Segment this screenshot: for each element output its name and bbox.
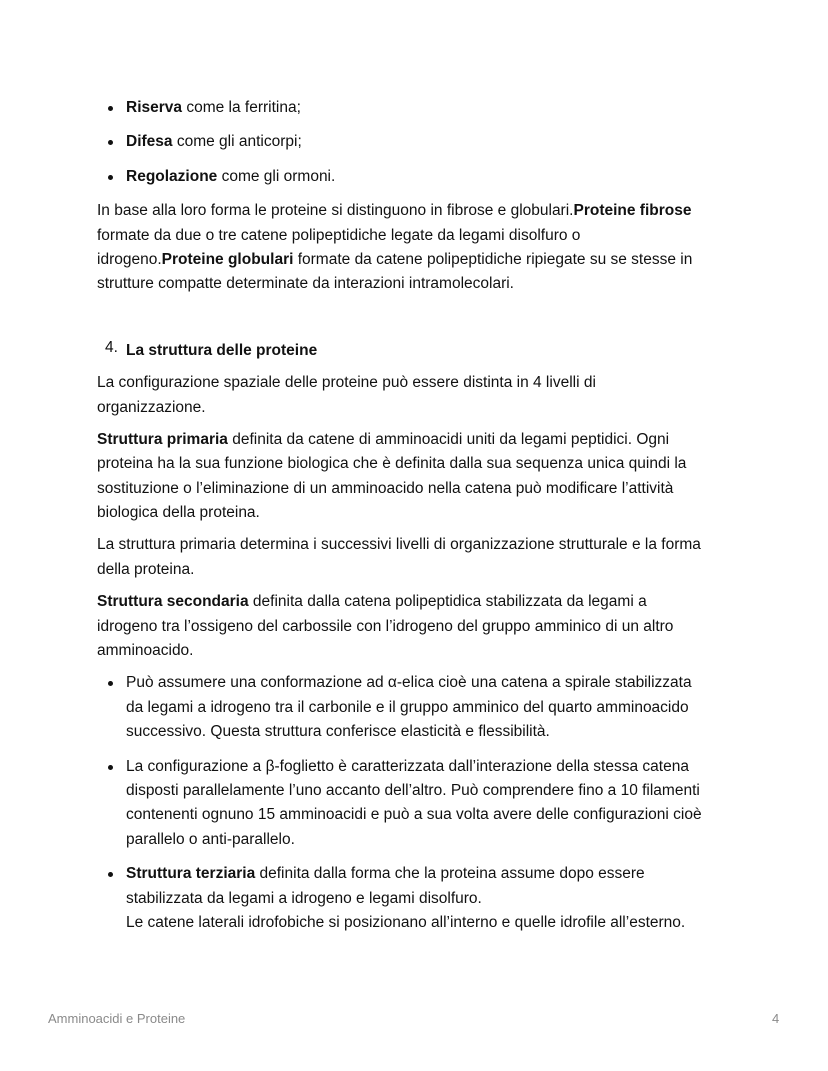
paragraph <box>97 428 757 526</box>
text: disposti parallelamente l’uno accanto dell’altro. Può comprendere fino a 10 filamenti <box>126 781 700 799</box>
text-line <box>126 828 757 852</box>
text-line <box>126 339 757 363</box>
list-item <box>97 862 757 935</box>
list-item <box>97 165 757 189</box>
text: sostituzione o l’eliminazione di un amminoacido nella catena può modificare l’attività <box>97 479 674 497</box>
text-line <box>126 165 757 189</box>
text-line <box>97 590 757 614</box>
text: organizzazione. <box>97 398 206 416</box>
text: La configurazione spaziale delle proteine può essere distinta in 4 livelli di <box>97 374 596 392</box>
text: parallelo o anti-parallelo. <box>126 830 295 848</box>
text-line <box>126 887 757 911</box>
page-number: 4 <box>772 1011 780 1026</box>
text-line <box>126 130 757 154</box>
bold-text: Struttura terziaria <box>126 865 256 883</box>
text-line <box>126 862 757 886</box>
section-heading <box>97 339 757 363</box>
text-line <box>97 501 757 525</box>
bold-text: Regolazione <box>126 167 218 185</box>
text-line <box>97 639 757 663</box>
text-line <box>97 533 757 557</box>
text-line <box>126 671 757 695</box>
text-line <box>97 272 757 296</box>
text: Le catene laterali idrofobiche si posizionano all’interno e quelle idrofile all’esterno. <box>126 913 686 931</box>
footer-title: Amminoacidi e Proteine <box>48 1011 186 1026</box>
text-line <box>97 396 757 420</box>
list-item <box>97 130 757 154</box>
text-line <box>126 911 757 935</box>
bold-text: Struttura secondaria <box>97 593 249 611</box>
paragraph <box>97 371 757 420</box>
text-line <box>97 248 757 272</box>
text: La configurazione a β-foglietto è caratterizzata dall’interazione della stessa catena <box>126 757 689 775</box>
text: stabilizzata da legami a idrogeno e legami disolfuro. <box>126 889 482 907</box>
text: La struttura primaria determina i successivi livelli di organizzazione strutturale e la forma <box>97 536 701 554</box>
text-line <box>126 803 757 827</box>
text-line <box>126 696 757 720</box>
text: successivo. Questa struttura conferisce elasticità e flessibilità. <box>126 723 550 741</box>
bold-text: Proteine fibrose <box>573 202 692 220</box>
section-number: 4. <box>105 338 118 356</box>
text: formate da due o tre catene polipeptidiche legate da legami disolfuro o <box>97 226 581 244</box>
text: proteina ha la sua funzione biologica che è definita dalla sua sequenza unica quindi la <box>97 455 687 473</box>
paragraph <box>97 533 757 582</box>
text: idrogeno. <box>97 250 162 268</box>
text: della proteina. <box>97 560 195 578</box>
text-line <box>97 558 757 582</box>
list-item <box>97 96 757 120</box>
text: da legami a idrogeno tra il carbonile e il gruppo amminico del quarto amminoacido <box>126 698 689 716</box>
text: biologica della proteina. <box>97 504 260 522</box>
text: definita da catene di amminoacidi uniti da legami peptidici. Ogni <box>227 430 670 448</box>
text-line <box>97 199 757 223</box>
text-line <box>97 477 757 501</box>
text-line <box>97 428 757 452</box>
text: come la ferritina; <box>182 99 301 116</box>
text: strutture compatte determinate da interazioni intramolecolari. <box>97 275 514 293</box>
text: come gli ormoni. <box>217 167 336 185</box>
text: In base alla loro forma le proteine si distinguono in fibrose e globulari. <box>97 202 574 220</box>
text: amminoacido. <box>97 642 194 660</box>
text: definita dalla forma che la proteina assume dopo essere <box>255 865 645 883</box>
text: contenenti ognuno 15 amminoacidi e può a sua volta avere delle configurazioni cioè <box>126 806 702 824</box>
text-line <box>97 452 757 476</box>
text-line <box>97 371 757 395</box>
text-line <box>126 720 757 744</box>
bold-text: Proteine globulari <box>161 250 294 268</box>
text: formate da catene polipeptidiche ripiegate su se stesse in <box>293 250 693 268</box>
list-item <box>97 671 757 744</box>
text-line <box>126 755 757 779</box>
text-line <box>97 224 757 248</box>
text: definita dalla catena polipeptidica stabilizzata da legami a <box>248 593 647 611</box>
text: come gli anticorpi; <box>172 133 302 151</box>
list-item <box>97 755 757 853</box>
bold-text: Difesa <box>126 133 173 151</box>
text-line <box>97 615 757 639</box>
text: idrogeno tra l’ossigeno del carbossile con l’idrogeno del gruppo amminico di un altro <box>97 617 674 635</box>
document-body <box>97 96 757 945</box>
paragraph <box>97 590 757 663</box>
bold-text: La struttura delle proteine <box>126 341 318 359</box>
bold-text: Struttura primaria <box>97 430 228 448</box>
bold-text: Riserva <box>126 99 183 116</box>
text-line <box>126 96 757 120</box>
paragraph <box>97 199 757 297</box>
text: Può assumere una conformazione ad α-elica cioè una catena a spirale stabilizzata <box>126 674 692 692</box>
text-line <box>126 779 757 803</box>
